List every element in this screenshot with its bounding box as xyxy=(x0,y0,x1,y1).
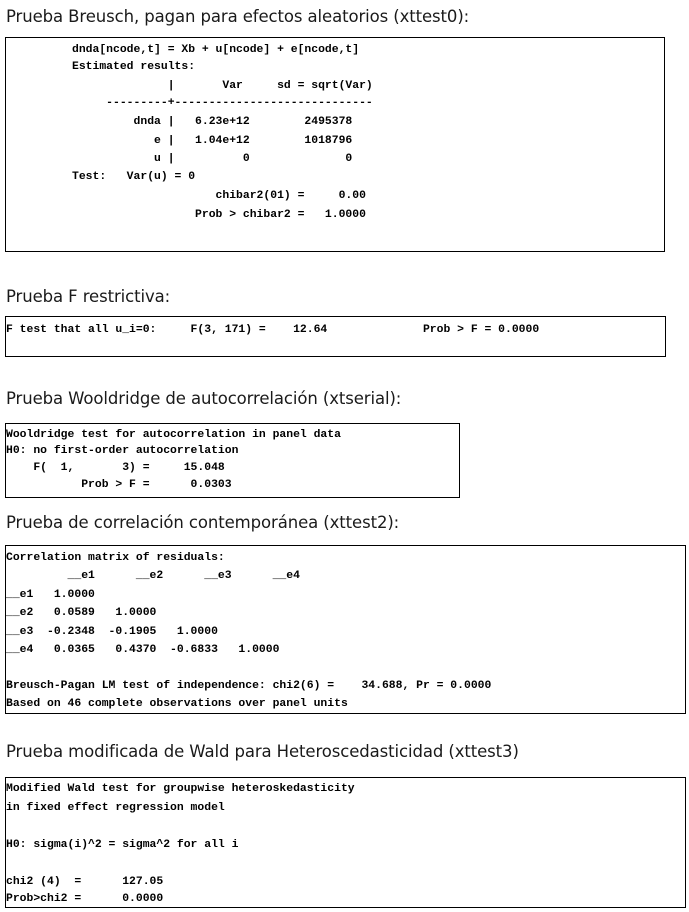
wooldridge-output-box xyxy=(5,423,460,498)
output-line: H0: sigma(i)^2 = sigma^2 for all i xyxy=(6,839,239,851)
output-line: dnda[ncode,t] = Xb + u[ncode] + e[ncode,t] xyxy=(72,44,360,56)
heading-breusch-pagan: Prueba Breusch, pagan para efectos aleatorios (xttest0): xyxy=(6,7,470,26)
heading-f-test: Prueba F restrictiva: xyxy=(6,287,171,306)
output-line: Prob > chibar2 = 1.0000 xyxy=(72,209,366,221)
output-line: in fixed effect regression model xyxy=(6,802,225,814)
output-line: chibar2(01) = 0.00 xyxy=(72,190,366,202)
output-line: __e1 __e2 __e3 __e4 xyxy=(6,570,300,582)
f-test-output-box xyxy=(5,316,666,357)
output-line: Modified Wald test for groupwise heteroskedasticity xyxy=(6,783,355,795)
heading-wooldridge: Prueba Wooldridge de autocorrelación (xtserial): xyxy=(6,389,402,408)
output-line: Breusch-Pagan LM test of independence: chi2(6) = 34.688, Pr = 0.0000 xyxy=(6,680,492,692)
heading-wald: Prueba modificada de Wald para Heteroscedasticidad (xttest3) xyxy=(6,742,519,761)
output-line: H0: no first-order autocorrelation xyxy=(6,445,239,457)
output-line: dnda | 6.23e+12 2495378 xyxy=(72,116,353,128)
output-line: __e3 -0.2348 -0.1905 1.0000 xyxy=(6,626,218,638)
output-line: u | 0 0 xyxy=(72,153,353,165)
output-line: Prob > F = 0.0303 xyxy=(6,479,232,491)
output-line: Based on 46 complete observations over panel units xyxy=(6,698,348,710)
output-line: e | 1.04e+12 1018796 xyxy=(72,135,353,147)
output-line: __e4 0.0365 0.4370 -0.6833 1.0000 xyxy=(6,644,280,656)
output-line: F( 1, 3) = 15.048 xyxy=(6,462,225,474)
output-line: F test that all u_i=0: F(3, 171) = 12.64 Prob > F = 0.0000 xyxy=(6,324,540,336)
output-line: Correlation matrix of residuals: xyxy=(6,552,225,564)
output-line: Prob>chi2 = 0.0000 xyxy=(6,893,164,905)
heading-correlation: Prueba de correlación contemporánea (xttest2): xyxy=(6,513,400,532)
output-line: ---------+----------------------------- xyxy=(72,97,373,109)
output-line: Estimated results: xyxy=(72,61,196,73)
wald-output-box xyxy=(5,777,686,908)
output-line: | Var sd = sqrt(Var) xyxy=(72,80,373,92)
output-line: chi2 (4) = 127.05 xyxy=(6,876,164,888)
output-line: Wooldridge test for autocorrelation in panel data xyxy=(6,429,341,441)
output-line: __e1 1.0000 xyxy=(6,589,95,601)
correlation-output-box xyxy=(5,545,686,714)
output-line: Test: Var(u) = 0 xyxy=(72,171,196,183)
output-line: __e2 0.0589 1.0000 xyxy=(6,607,157,619)
breusch-pagan-output-box xyxy=(5,37,665,252)
